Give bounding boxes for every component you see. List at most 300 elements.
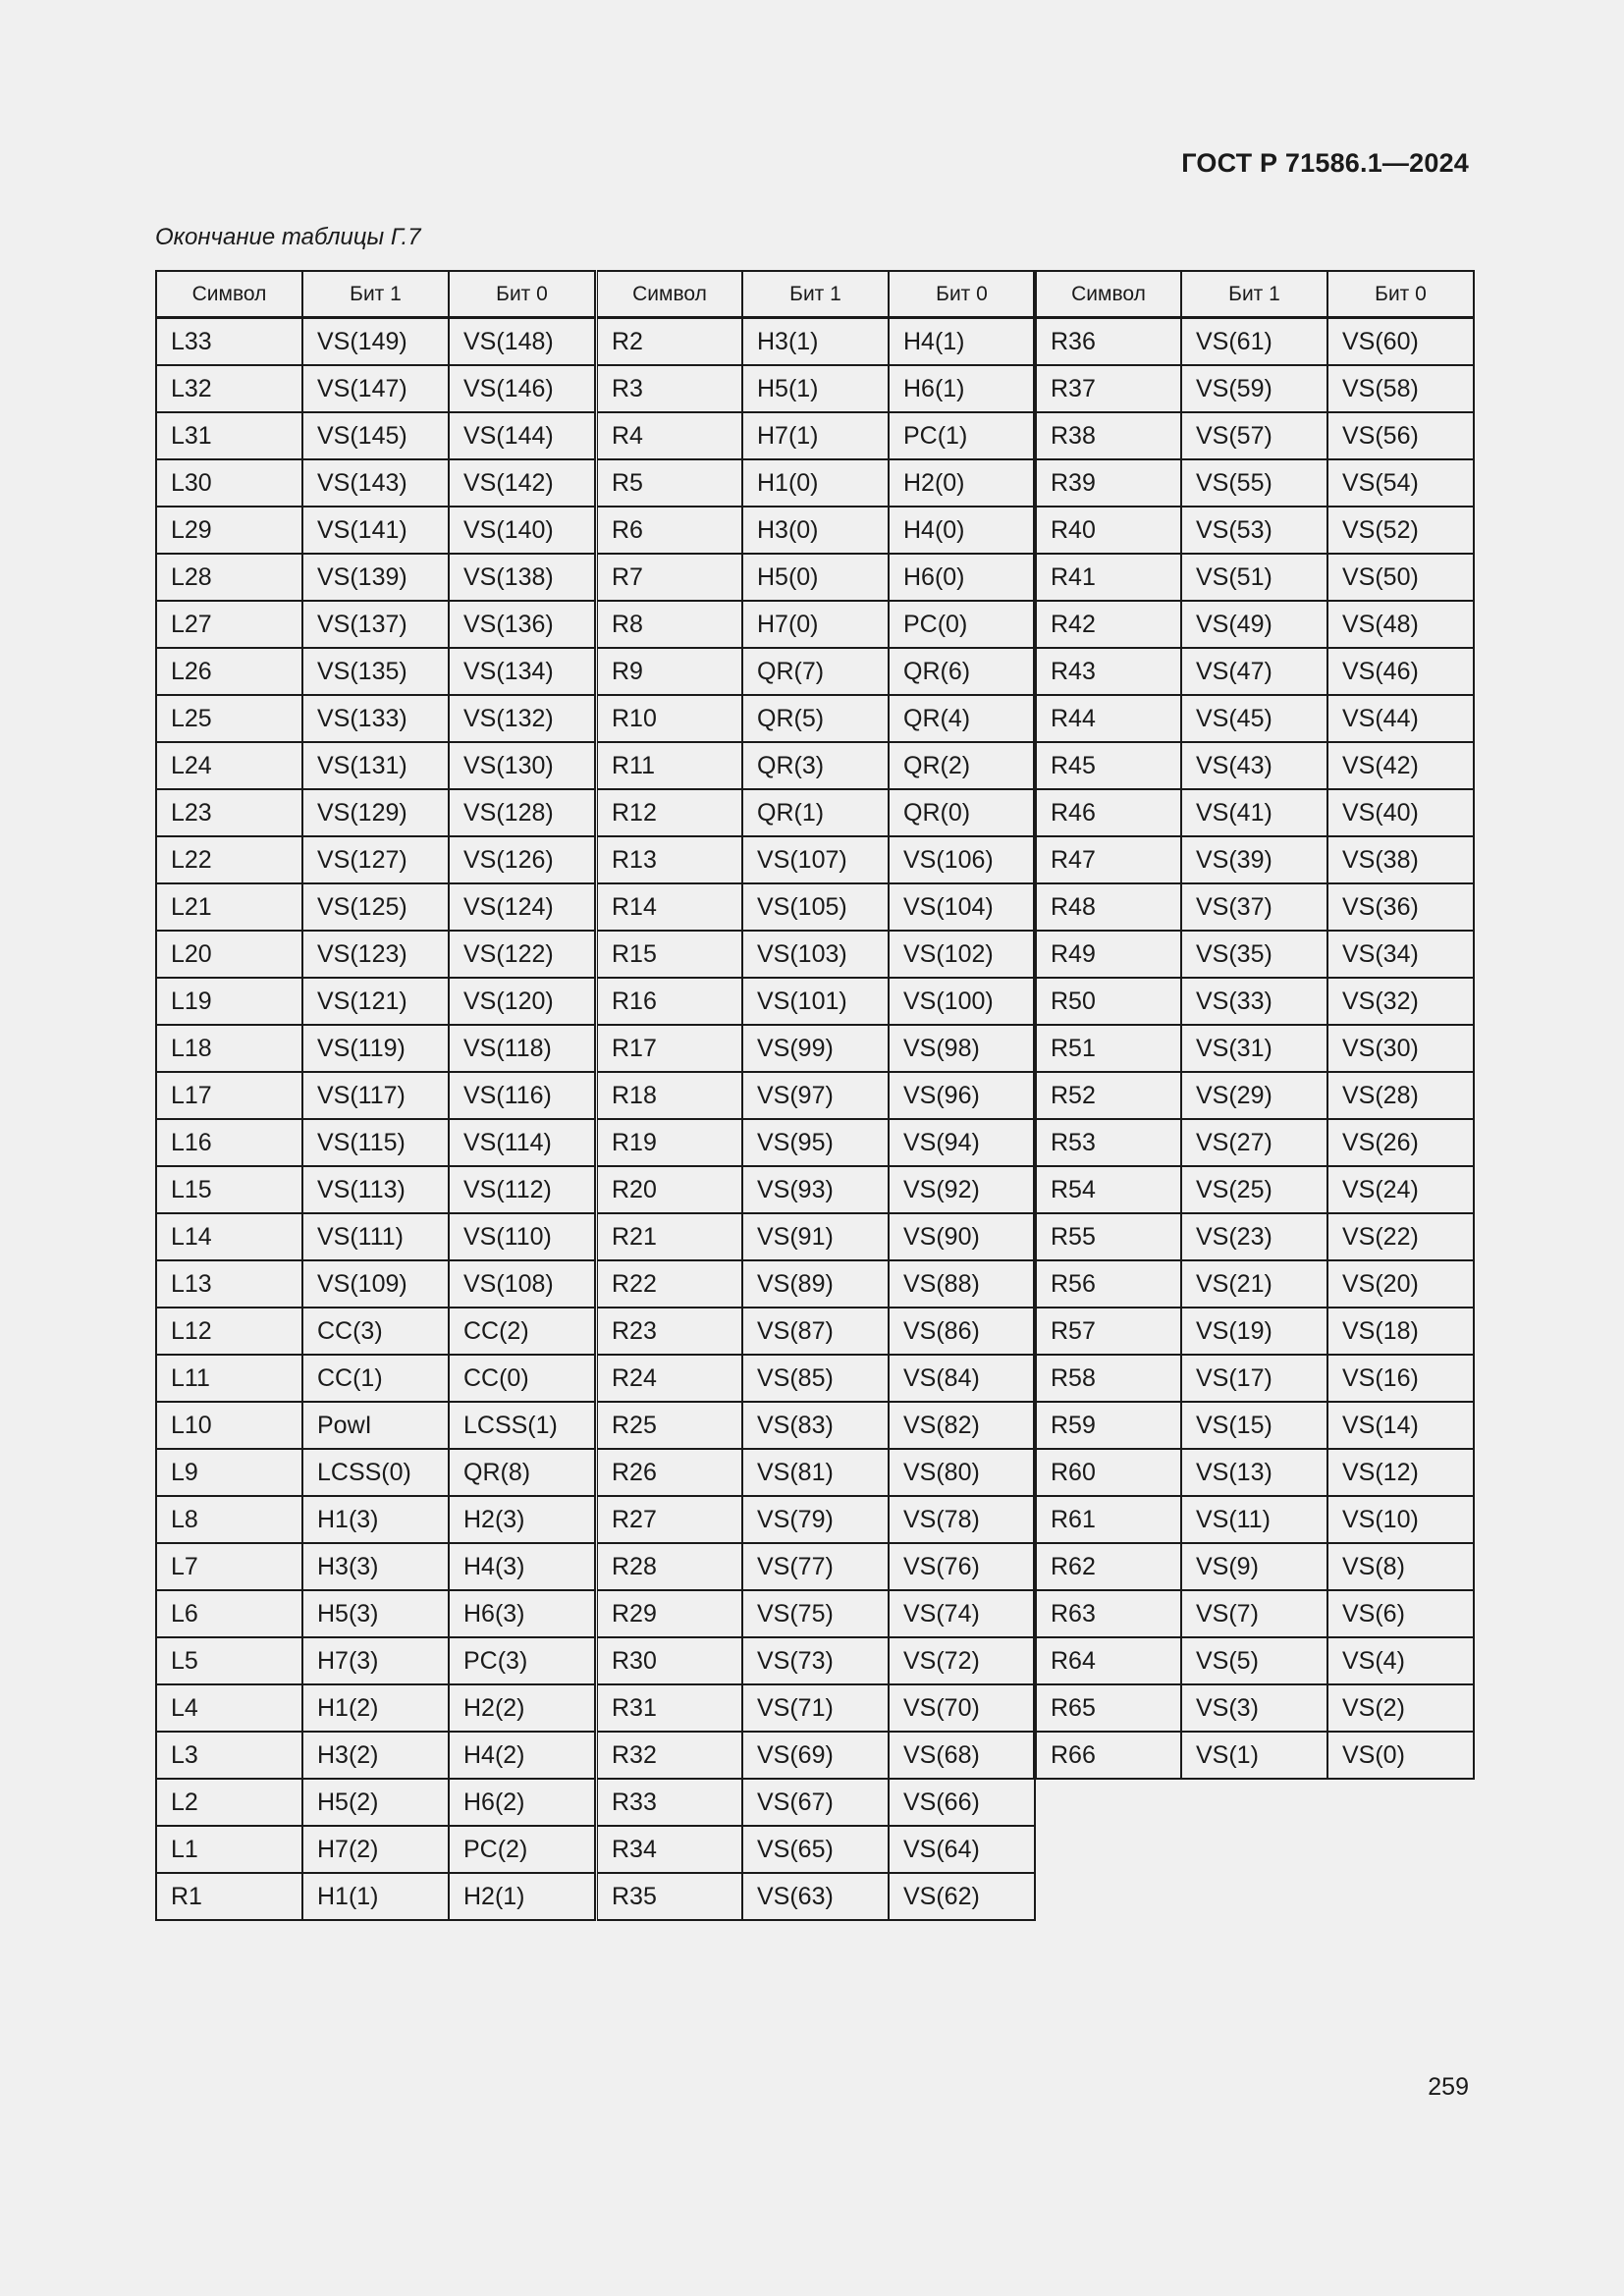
symbol-cell: R21 [596,1213,742,1260]
table-caption: Окончание таблицы Г.7 [155,224,421,250]
table-row [156,1590,595,1637]
bit0-cell: VS(26) [1327,1119,1474,1166]
bit1-cell: VS(137) [302,601,449,648]
bit1-cell: VS(37) [1181,883,1327,931]
symbol-cell: R4 [596,412,742,459]
symbol-cell: R52 [1035,1072,1181,1119]
table-row [1035,1732,1474,1779]
bit1-cell: VS(133) [302,695,449,742]
bit0-cell: VS(36) [1327,883,1474,931]
table-row [596,1449,1035,1496]
column-header-bit1: Бит 1 [1181,271,1327,318]
symbol-cell: R66 [1035,1732,1181,1779]
bit0-cell: QR(2) [889,742,1035,789]
table-row [596,1402,1035,1449]
document-designation: ГОСТ Р 71586.1—2024 [1181,148,1469,178]
bit0-cell: VS(10) [1327,1496,1474,1543]
symbol-cell: L25 [156,695,302,742]
bit0-cell: PC(2) [449,1826,595,1873]
bit0-cell: VS(146) [449,365,595,412]
bit1-cell: VS(103) [742,931,889,978]
bit0-cell: VS(66) [889,1779,1035,1826]
symbol-cell: R23 [596,1308,742,1355]
table-row [1035,318,1474,366]
bit1-cell: VS(141) [302,507,449,554]
symbol-cell: R27 [596,1496,742,1543]
bit0-cell: VS(72) [889,1637,1035,1684]
table-row [1035,1213,1474,1260]
bit0-cell: VS(136) [449,601,595,648]
symbol-cell: R6 [596,507,742,554]
bit0-cell: QR(0) [889,789,1035,836]
bit0-cell: VS(52) [1327,507,1474,554]
bit0-cell: VS(30) [1327,1025,1474,1072]
symbol-cell: R18 [596,1072,742,1119]
symbol-cell: R46 [1035,789,1181,836]
table-row [596,648,1035,695]
bit1-cell: VS(115) [302,1119,449,1166]
table-row [596,1025,1035,1072]
bit1-cell: VS(21) [1181,1260,1327,1308]
table-row [156,318,595,366]
bit0-cell: VS(80) [889,1449,1035,1496]
bit0-cell: PC(3) [449,1637,595,1684]
table-row [1035,931,1474,978]
table-row [156,601,595,648]
symbol-cell: R1 [156,1873,302,1920]
bit1-cell: VS(97) [742,1072,889,1119]
table-row [596,318,1035,366]
table-row [156,1873,595,1920]
table-row [596,1779,1035,1826]
bit1-cell: VS(3) [1181,1684,1327,1732]
bit0-cell: VS(24) [1327,1166,1474,1213]
table-row [156,1779,595,1826]
bit1-cell: VS(15) [1181,1402,1327,1449]
table-row [1035,1543,1474,1590]
bit0-cell: H4(0) [889,507,1035,554]
symbol-cell: R33 [596,1779,742,1826]
bit1-cell: VS(61) [1181,318,1327,366]
bit0-cell: VS(134) [449,648,595,695]
table-row [596,601,1035,648]
symbol-cell: L11 [156,1355,302,1402]
symbol-cell: R47 [1035,836,1181,883]
table-row [156,1543,595,1590]
symbol-cell: L19 [156,978,302,1025]
bit1-cell: VS(83) [742,1402,889,1449]
bit1-cell: PowI [302,1402,449,1449]
symbol-cell: R5 [596,459,742,507]
bit0-cell: VS(74) [889,1590,1035,1637]
symbol-cell: R38 [1035,412,1181,459]
table-header-row [156,271,595,318]
bit-table-block-2 [594,270,1036,1921]
bit1-cell: H5(1) [742,365,889,412]
bit1-cell: LCSS(0) [302,1449,449,1496]
table-row [1035,1308,1474,1355]
symbol-cell: R31 [596,1684,742,1732]
symbol-cell: R56 [1035,1260,1181,1308]
bit1-cell: H7(2) [302,1826,449,1873]
symbol-cell: L4 [156,1684,302,1732]
bit0-cell: VS(8) [1327,1543,1474,1590]
bit1-cell: QR(7) [742,648,889,695]
bit1-cell: VS(127) [302,836,449,883]
table-row [156,742,595,789]
bit1-cell: VS(105) [742,883,889,931]
symbol-cell: R55 [1035,1213,1181,1260]
table-row [156,1308,595,1355]
table-row [1035,1166,1474,1213]
table-row [596,1308,1035,1355]
symbol-cell: R45 [1035,742,1181,789]
bit0-cell: VS(140) [449,507,595,554]
bit1-cell: VS(27) [1181,1119,1327,1166]
bit0-cell: PC(1) [889,412,1035,459]
column-header-bit0: Бит 0 [889,271,1035,318]
symbol-cell: R43 [1035,648,1181,695]
bit1-cell: VS(119) [302,1025,449,1072]
bit1-cell: VS(41) [1181,789,1327,836]
bit0-cell: H6(2) [449,1779,595,1826]
symbol-cell: L27 [156,601,302,648]
bit1-cell: VS(135) [302,648,449,695]
symbol-cell: L10 [156,1402,302,1449]
symbol-cell: R50 [1035,978,1181,1025]
symbol-cell: R44 [1035,695,1181,742]
bit0-cell: VS(2) [1327,1684,1474,1732]
bit0-cell: VS(4) [1327,1637,1474,1684]
bit0-cell: VS(46) [1327,648,1474,695]
table-row [156,1025,595,1072]
bit1-cell: H3(1) [742,318,889,366]
bit0-cell: VS(84) [889,1355,1035,1402]
bit0-cell: VS(108) [449,1260,595,1308]
bit0-cell: VS(120) [449,978,595,1025]
symbol-cell: L21 [156,883,302,931]
bit0-cell: VS(130) [449,742,595,789]
symbol-cell: R7 [596,554,742,601]
table-row [156,1166,595,1213]
bit0-cell: VS(104) [889,883,1035,931]
table-row [156,1637,595,1684]
table-row [596,931,1035,978]
bit1-cell: VS(5) [1181,1637,1327,1684]
table-row [596,1873,1035,1920]
table-row [1035,648,1474,695]
bit1-cell: VS(111) [302,1213,449,1260]
symbol-cell: L30 [156,459,302,507]
table-row [596,1213,1035,1260]
table-row [1035,695,1474,742]
bit1-cell: QR(5) [742,695,889,742]
table-row [596,554,1035,601]
bit0-cell: PC(0) [889,601,1035,648]
bit0-cell: H4(1) [889,318,1035,366]
symbol-cell: R11 [596,742,742,789]
bit0-cell: VS(60) [1327,318,1474,366]
symbol-cell: R29 [596,1590,742,1637]
table-row [1035,789,1474,836]
column-header-bit0: Бит 0 [449,271,595,318]
bit0-cell: VS(112) [449,1166,595,1213]
symbol-cell: R8 [596,601,742,648]
symbol-cell: R42 [1035,601,1181,648]
page-number: 259 [1428,2073,1469,2101]
bit1-cell: VS(7) [1181,1590,1327,1637]
table-row [156,836,595,883]
table-row [1035,459,1474,507]
table-row [156,1355,595,1402]
bit0-cell: VS(90) [889,1213,1035,1260]
bit0-cell: VS(118) [449,1025,595,1072]
column-header-symbol: Символ [596,271,742,318]
bit1-cell: QR(1) [742,789,889,836]
symbol-cell: R65 [1035,1684,1181,1732]
bit0-cell: VS(128) [449,789,595,836]
bit1-cell: VS(87) [742,1308,889,1355]
bit0-cell: VS(42) [1327,742,1474,789]
bit-table-block-3 [1033,270,1475,1780]
symbol-cell: R40 [1035,507,1181,554]
bit1-cell: VS(59) [1181,365,1327,412]
bit0-cell: VS(28) [1327,1072,1474,1119]
table-row [596,365,1035,412]
bit1-cell: H5(3) [302,1590,449,1637]
column-header-bit0: Бит 0 [1327,271,1474,318]
bit0-cell: VS(18) [1327,1308,1474,1355]
bit1-cell: VS(77) [742,1543,889,1590]
symbol-cell: R41 [1035,554,1181,601]
symbol-cell: R59 [1035,1402,1181,1449]
bit0-cell: QR(8) [449,1449,595,1496]
symbol-cell: R2 [596,318,742,366]
bit1-cell: VS(39) [1181,836,1327,883]
symbol-cell: R16 [596,978,742,1025]
bit0-cell: VS(54) [1327,459,1474,507]
bit1-cell: VS(57) [1181,412,1327,459]
bit1-cell: VS(63) [742,1873,889,1920]
bit1-cell: VS(49) [1181,601,1327,648]
symbol-cell: R48 [1035,883,1181,931]
symbol-cell: R36 [1035,318,1181,366]
bit0-cell: H6(1) [889,365,1035,412]
bit1-cell: VS(31) [1181,1025,1327,1072]
symbol-cell: L28 [156,554,302,601]
table-row [596,1119,1035,1166]
table-row [156,978,595,1025]
bit1-cell: QR(3) [742,742,889,789]
table-row [156,1684,595,1732]
bit0-cell: VS(62) [889,1873,1035,1920]
bit0-cell: H4(3) [449,1543,595,1590]
bit1-cell: H3(2) [302,1732,449,1779]
column-header-bit1: Бит 1 [302,271,449,318]
bit1-cell: VS(79) [742,1496,889,1543]
table-row [596,459,1035,507]
bit0-cell: VS(86) [889,1308,1035,1355]
bit0-cell: CC(2) [449,1308,595,1355]
table-row [596,1260,1035,1308]
symbol-cell: R30 [596,1637,742,1684]
table-row [1035,742,1474,789]
bit0-cell: VS(144) [449,412,595,459]
bit0-cell: QR(4) [889,695,1035,742]
table-row [1035,1025,1474,1072]
symbol-cell: R12 [596,789,742,836]
bit1-cell: VS(71) [742,1684,889,1732]
bit1-cell: H7(0) [742,601,889,648]
table-row [156,1449,595,1496]
table-row [1035,1072,1474,1119]
bit1-cell: VS(95) [742,1119,889,1166]
table-header-row [1035,271,1474,318]
table-row [596,883,1035,931]
symbol-cell: R51 [1035,1025,1181,1072]
symbol-cell: R13 [596,836,742,883]
bit1-cell: VS(143) [302,459,449,507]
bit0-cell: VS(38) [1327,836,1474,883]
symbol-cell: R61 [1035,1496,1181,1543]
bit0-cell: VS(102) [889,931,1035,978]
table-row [1035,507,1474,554]
bit0-cell: VS(92) [889,1166,1035,1213]
bit0-cell: VS(44) [1327,695,1474,742]
table-row [1035,1684,1474,1732]
bit0-cell: VS(142) [449,459,595,507]
table-row [596,1355,1035,1402]
bit0-cell: VS(132) [449,695,595,742]
symbol-cell: R37 [1035,365,1181,412]
bit1-cell: VS(85) [742,1355,889,1402]
bit0-cell: VS(106) [889,836,1035,883]
column-header-symbol: Символ [156,271,302,318]
bit1-cell: CC(3) [302,1308,449,1355]
table-row [156,1496,595,1543]
symbol-cell: L33 [156,318,302,366]
table-row [156,1732,595,1779]
bit0-cell: VS(50) [1327,554,1474,601]
bit0-cell: VS(122) [449,931,595,978]
table-row [1035,1449,1474,1496]
bit0-cell: VS(34) [1327,931,1474,978]
bit1-cell: H5(0) [742,554,889,601]
bit1-cell: VS(67) [742,1779,889,1826]
bit1-cell: H5(2) [302,1779,449,1826]
symbol-cell: R14 [596,883,742,931]
bit0-cell: LCSS(1) [449,1402,595,1449]
table-row [596,978,1035,1025]
bit1-cell: VS(19) [1181,1308,1327,1355]
bit0-cell: VS(126) [449,836,595,883]
table-row [596,1684,1035,1732]
bit1-cell: VS(51) [1181,554,1327,601]
bit0-cell: VS(0) [1327,1732,1474,1779]
bit0-cell: VS(88) [889,1260,1035,1308]
table-row [1035,883,1474,931]
symbol-cell: R28 [596,1543,742,1590]
symbol-cell: R58 [1035,1355,1181,1402]
table-row [156,1402,595,1449]
table-row [596,1637,1035,1684]
bit0-cell: QR(6) [889,648,1035,695]
bit0-cell: VS(6) [1327,1590,1474,1637]
table-row [156,1826,595,1873]
symbol-cell: R64 [1035,1637,1181,1684]
bit1-cell: VS(107) [742,836,889,883]
symbol-cell: R53 [1035,1119,1181,1166]
bit1-cell: VS(81) [742,1449,889,1496]
bit0-cell: H2(2) [449,1684,595,1732]
bit0-cell: H4(2) [449,1732,595,1779]
bit1-cell: VS(145) [302,412,449,459]
bit1-cell: H3(3) [302,1543,449,1590]
symbol-cell: R24 [596,1355,742,1402]
bit1-cell: H1(2) [302,1684,449,1732]
bit0-cell: VS(12) [1327,1449,1474,1496]
bit0-cell: VS(94) [889,1119,1035,1166]
bit1-cell: VS(69) [742,1732,889,1779]
symbol-cell: R3 [596,365,742,412]
bit1-cell: VS(29) [1181,1072,1327,1119]
bit0-cell: VS(100) [889,978,1035,1025]
table-row [1035,1496,1474,1543]
table-row [596,695,1035,742]
bit1-cell: VS(25) [1181,1166,1327,1213]
symbol-cell: R10 [596,695,742,742]
bit0-cell: VS(14) [1327,1402,1474,1449]
table-row [156,554,595,601]
table-row [156,789,595,836]
symbol-cell: L7 [156,1543,302,1590]
bit0-cell: H6(0) [889,554,1035,601]
bit1-cell: VS(75) [742,1590,889,1637]
table-row [156,1213,595,1260]
bit0-cell: VS(32) [1327,978,1474,1025]
table-row [1035,1355,1474,1402]
bit1-cell: VS(91) [742,1213,889,1260]
bit1-cell: VS(13) [1181,1449,1327,1496]
table-row [596,1590,1035,1637]
table-row [596,836,1035,883]
bit0-cell: VS(82) [889,1402,1035,1449]
symbol-cell: R22 [596,1260,742,1308]
symbol-cell: R34 [596,1826,742,1873]
bit0-cell: H2(1) [449,1873,595,1920]
bit1-cell: H1(3) [302,1496,449,1543]
bit0-cell: VS(40) [1327,789,1474,836]
table-row [596,789,1035,836]
bit1-cell: VS(53) [1181,507,1327,554]
bit1-cell: VS(17) [1181,1355,1327,1402]
bit0-cell: VS(16) [1327,1355,1474,1402]
bit1-cell: VS(89) [742,1260,889,1308]
table-row [1035,1402,1474,1449]
symbol-cell: L26 [156,648,302,695]
table-row [1035,836,1474,883]
table-row [156,1072,595,1119]
bit0-cell: VS(20) [1327,1260,1474,1308]
symbol-cell: R35 [596,1873,742,1920]
table-row [156,365,595,412]
symbol-cell: L9 [156,1449,302,1496]
symbol-cell: L14 [156,1213,302,1260]
symbol-cell: L12 [156,1308,302,1355]
bit1-cell: VS(131) [302,742,449,789]
bit1-cell: H7(1) [742,412,889,459]
bit1-cell: VS(9) [1181,1543,1327,1590]
